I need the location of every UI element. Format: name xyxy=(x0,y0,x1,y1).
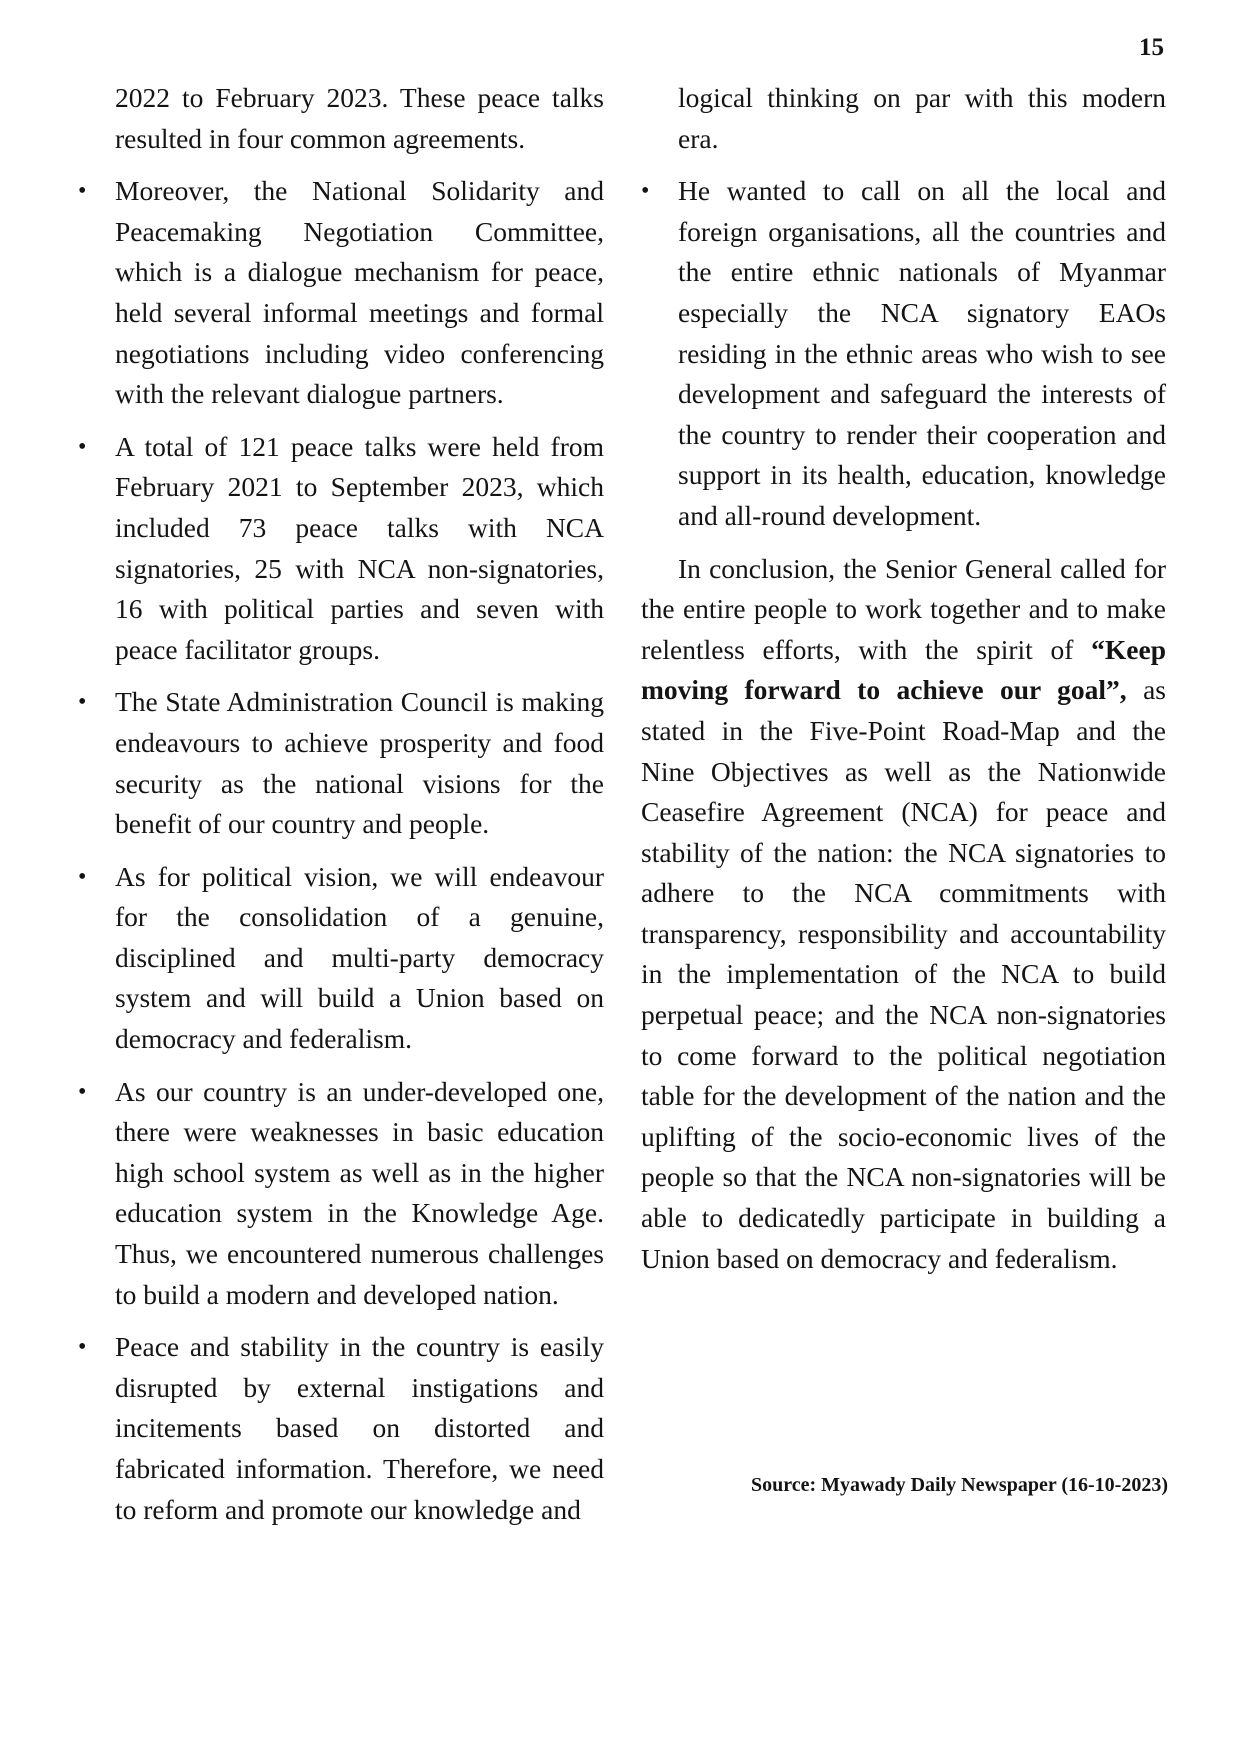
bullet-item xyxy=(78,1072,604,1316)
bullet-text: The State Administration Council is making endeavours to achieve prosperity and food security as the national visions for the benefit of our country and people. xyxy=(115,686,604,840)
bullet-icon: • xyxy=(78,178,87,205)
bullet-text: Peace and stability in the country is easily disrupted by external instigations and incitements based on distorted and fabricated information. Therefore, we need to reform and promote our knowledge and xyxy=(115,1331,604,1525)
bullet-text: Moreover, the National Solidarity and Peacemaking Negotiation Committee, which is a dialogue mechanism for peace, held several informal meetings and formal negotiations including video conferencing with the relevant dialogue partners. xyxy=(115,175,604,410)
bullet-text: As for political vision, we will endeavour for the consolidation of a genuine, disciplined and multi-party democracy system and will build a Union based on democracy and federalism. xyxy=(115,860,604,1055)
right-column xyxy=(641,78,1166,1291)
bullet-icon: • xyxy=(78,1078,87,1105)
bullet-icon: • xyxy=(78,1334,87,1361)
bullet-item xyxy=(78,857,604,1060)
bullet-icon: • xyxy=(78,863,87,890)
bullet-item xyxy=(641,171,1166,536)
conclusion-paragraph xyxy=(641,549,1166,1280)
page-number: 15 xyxy=(1139,34,1164,61)
bullet-item xyxy=(78,427,604,671)
continued-paragraph: 2022 to February 2023. These peace talks resulted in four common agreements. xyxy=(115,82,604,154)
bullet-text: A total of 121 peace talks were held from February 2021 to September 2023, which included 73 peace talks with NCA signatories, 25 with NCA non-signatories, 16 with political parties and seven with peace facilitator groups. xyxy=(115,430,604,665)
bullet-item xyxy=(78,171,604,415)
bullet-text: As our country is an under-developed one, there were weaknesses in basic education high school system as well as in the higher education system in the Knowledge Age. Thus, we encountered numerous challenges to build a modern and developed nation. xyxy=(115,1075,604,1310)
bullet-item xyxy=(78,682,604,844)
bullet-icon: • xyxy=(78,433,87,460)
continued-paragraph: logical thinking on par with this modern era. xyxy=(678,82,1166,154)
left-column xyxy=(78,78,604,1542)
source-citation: Source: Myawady Daily Newspaper (16-10-2023) xyxy=(750,1474,1168,1496)
bullet-text: He wanted to call on all the local and foreign organisations, all the countries and the entire ethnic nationals of Myanmar especially the NCA signatory EAOs residing in the ethnic areas who wish to see development and safeguard the interests of the country to render their cooperation and support in its health, education, knowledge and all-round development. xyxy=(678,175,1166,531)
conclusion-text-end: as stated in the Five-Point Road-Map and the Nine Objectives as well as the Nationwide Ceasefire Agreement (NCA) for peace and stability of the nation: the NCA signatories to adhere to the NCA commitments with transparency, responsibility and accountability in the implementation of the NCA to build perpetual peace; and the NCA non-signatories to come forward to the political negotiation table for the development of the nation and the uplifting of the socio-economic lives of the people so that the NCA non-signatories will be able to dedicatedly participate in building a Union based on democracy and federalism. xyxy=(641,674,1166,1274)
bullet-icon: • xyxy=(78,689,87,716)
bullet-item xyxy=(78,1327,604,1530)
slogan-bold: “Keep moving forward to achieve our goal”, xyxy=(641,633,1166,706)
bullet-icon: • xyxy=(641,178,650,205)
conclusion-text-start: In conclusion, the Senior General called for the entire people to work together and to make relentless efforts, with the spirit of xyxy=(641,552,1166,665)
